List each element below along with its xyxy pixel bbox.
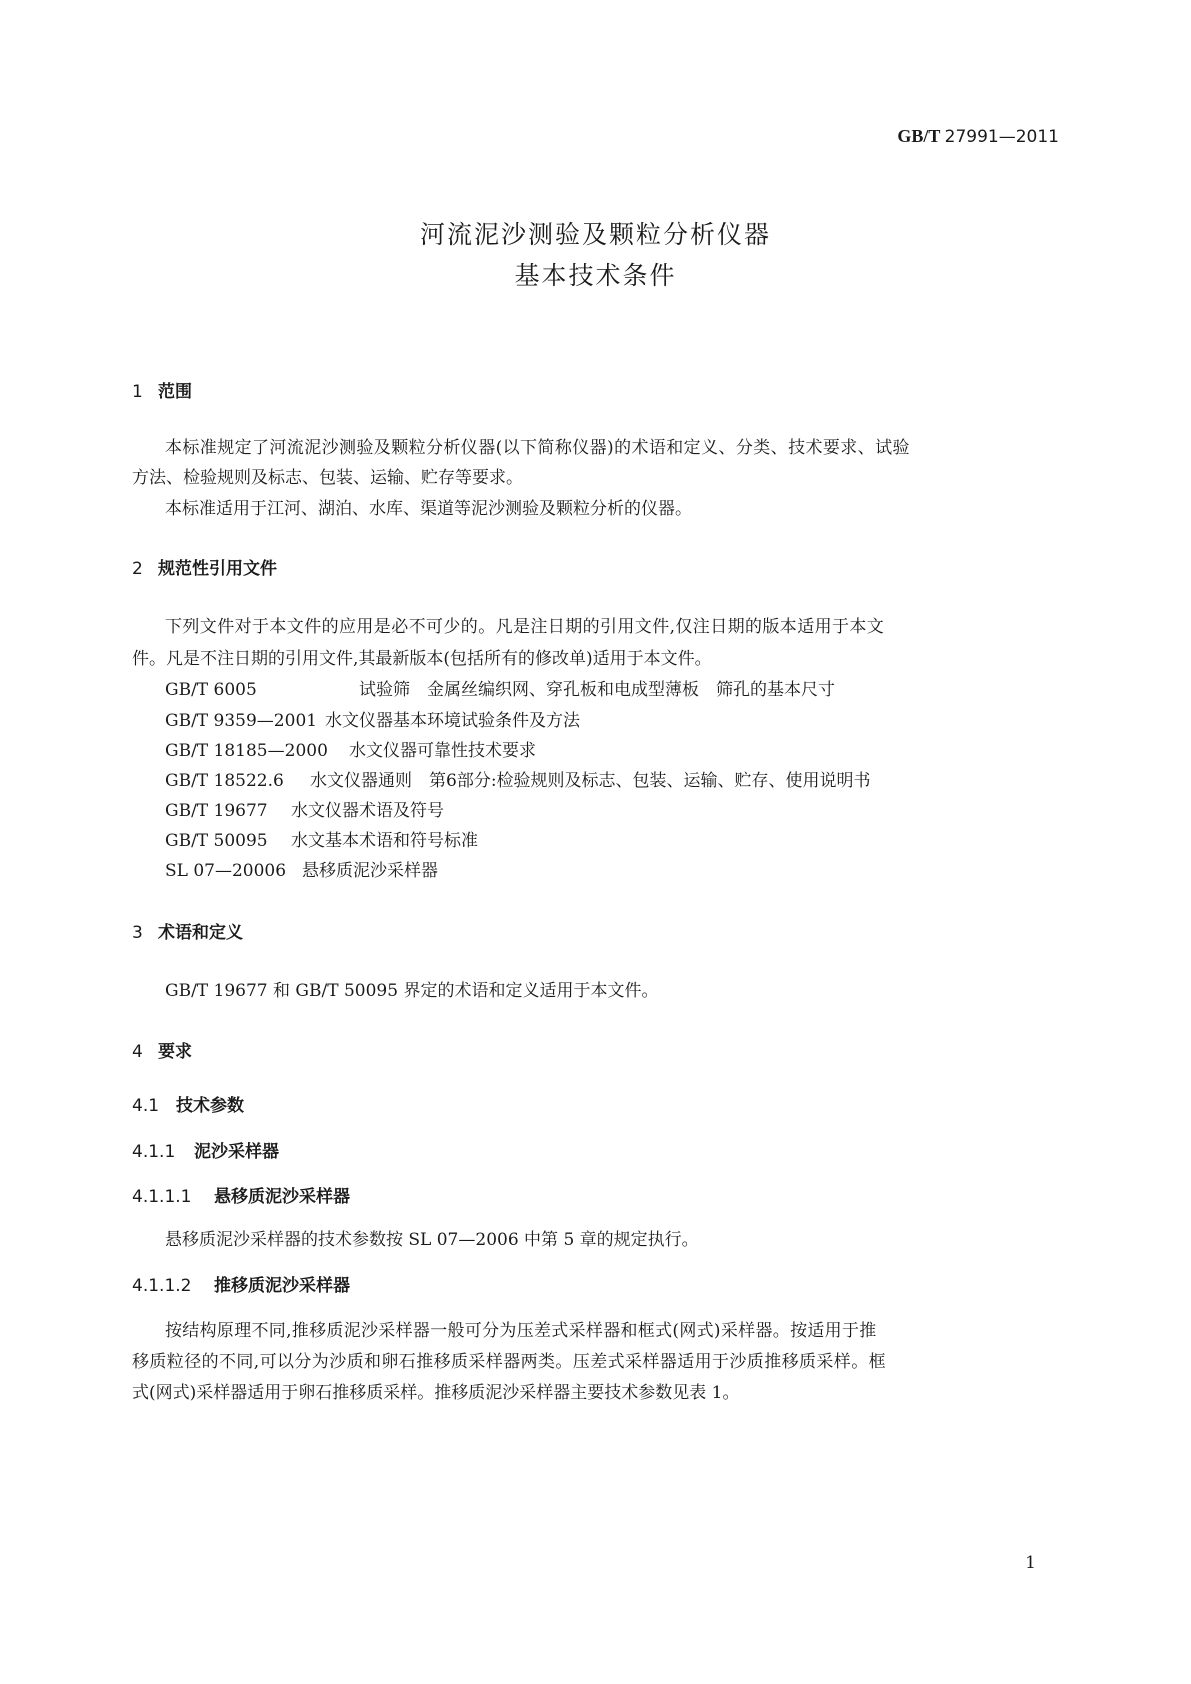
reference-item: GB/T 19677 水文仪器术语及符号 (165, 801, 444, 821)
standard-code: GB/T 27991—2011 (897, 126, 1059, 147)
section-4-1-heading: 4.1 技术参数 (132, 1096, 244, 1116)
s4112-paragraph-line-2: 移质粒径的不同,可以分为沙质和卵石推移质采样器两类。压差式采样器适用于沙质推移质采样。框 (132, 1352, 887, 1372)
s4112-paragraph-line-3: 式(网式)采样器适用于卵石推移质采样。推移质泥沙采样器主要技术参数见表 1。 (132, 1383, 740, 1403)
section-4-1-1-heading: 4.1.1 泥沙采样器 (132, 1142, 279, 1162)
title-line-2: 基本技术条件 (514, 261, 677, 290)
s1-paragraph-1-line-2: 方法、检验规则及标志、包装、运输、贮存等要求。 (132, 468, 523, 488)
s3-paragraph: GB/T 19677 和 GB/T 50095 界定的术语和定义适用于本文件。 (165, 981, 659, 1001)
reference-item: GB/T 18185—2000 水文仪器可靠性技术要求 (165, 741, 536, 761)
section-4-1-1-2-heading: 4.1.1.2 推移质泥沙采样器 (132, 1276, 350, 1296)
title-line-1: 河流泥沙测验及颗粒分析仪器 (419, 220, 771, 249)
section-2-heading: 2 规范性引用文件 (132, 559, 277, 579)
s2-paragraph-line-2: 件。凡是不注日期的引用文件,其最新版本(包括所有的修改单)适用于本文件。 (132, 649, 712, 669)
section-3-heading: 3 术语和定义 (132, 923, 243, 943)
reference-item: GB/T 50095 水文基本术语和符号标准 (165, 831, 478, 851)
s4111-paragraph: 悬移质泥沙采样器的技术参数按 SL 07—2006 中第 5 章的规定执行。 (165, 1230, 699, 1250)
section-4-heading: 4 要求 (132, 1042, 192, 1062)
reference-item: GB/T 9359—2001 水文仪器基本环境试验条件及方法 (165, 711, 580, 731)
section-1-heading: 1 范围 (132, 382, 192, 402)
section-4-1-1-1-heading: 4.1.1.1 悬移质泥沙采样器 (132, 1187, 350, 1207)
reference-item: GB/T 6005 试验筛 金属丝编织网、穿孔板和电成型薄板 筛孔的基本尺寸 (165, 680, 835, 700)
reference-item: SL 07—20006 悬移质泥沙采样器 (165, 861, 438, 881)
s2-paragraph-line-1: 下列文件对于本文件的应用是必不可少的。凡是注日期的引用文件,仅注日期的版本适用于本文 (165, 617, 885, 637)
page-number: 1 (1025, 1553, 1036, 1573)
s1-paragraph-1-line-1: 本标准规定了河流泥沙测验及颗粒分析仪器(以下简称仪器)的术语和定义、分类、技术要求、试验 (165, 438, 910, 458)
reference-item: GB/T 18522.6 水文仪器通则 第6部分:检验规则及标志、包装、运输、贮存、使用说明书 (165, 771, 871, 791)
s4112-paragraph-line-1: 按结构原理不同,推移质泥沙采样器一般可分为压差式采样器和框式(网式)采样器。按适用于推 (165, 1321, 877, 1341)
s1-paragraph-2: 本标准适用于江河、湖泊、水库、渠道等泥沙测验及颗粒分析的仪器。 (165, 499, 692, 519)
